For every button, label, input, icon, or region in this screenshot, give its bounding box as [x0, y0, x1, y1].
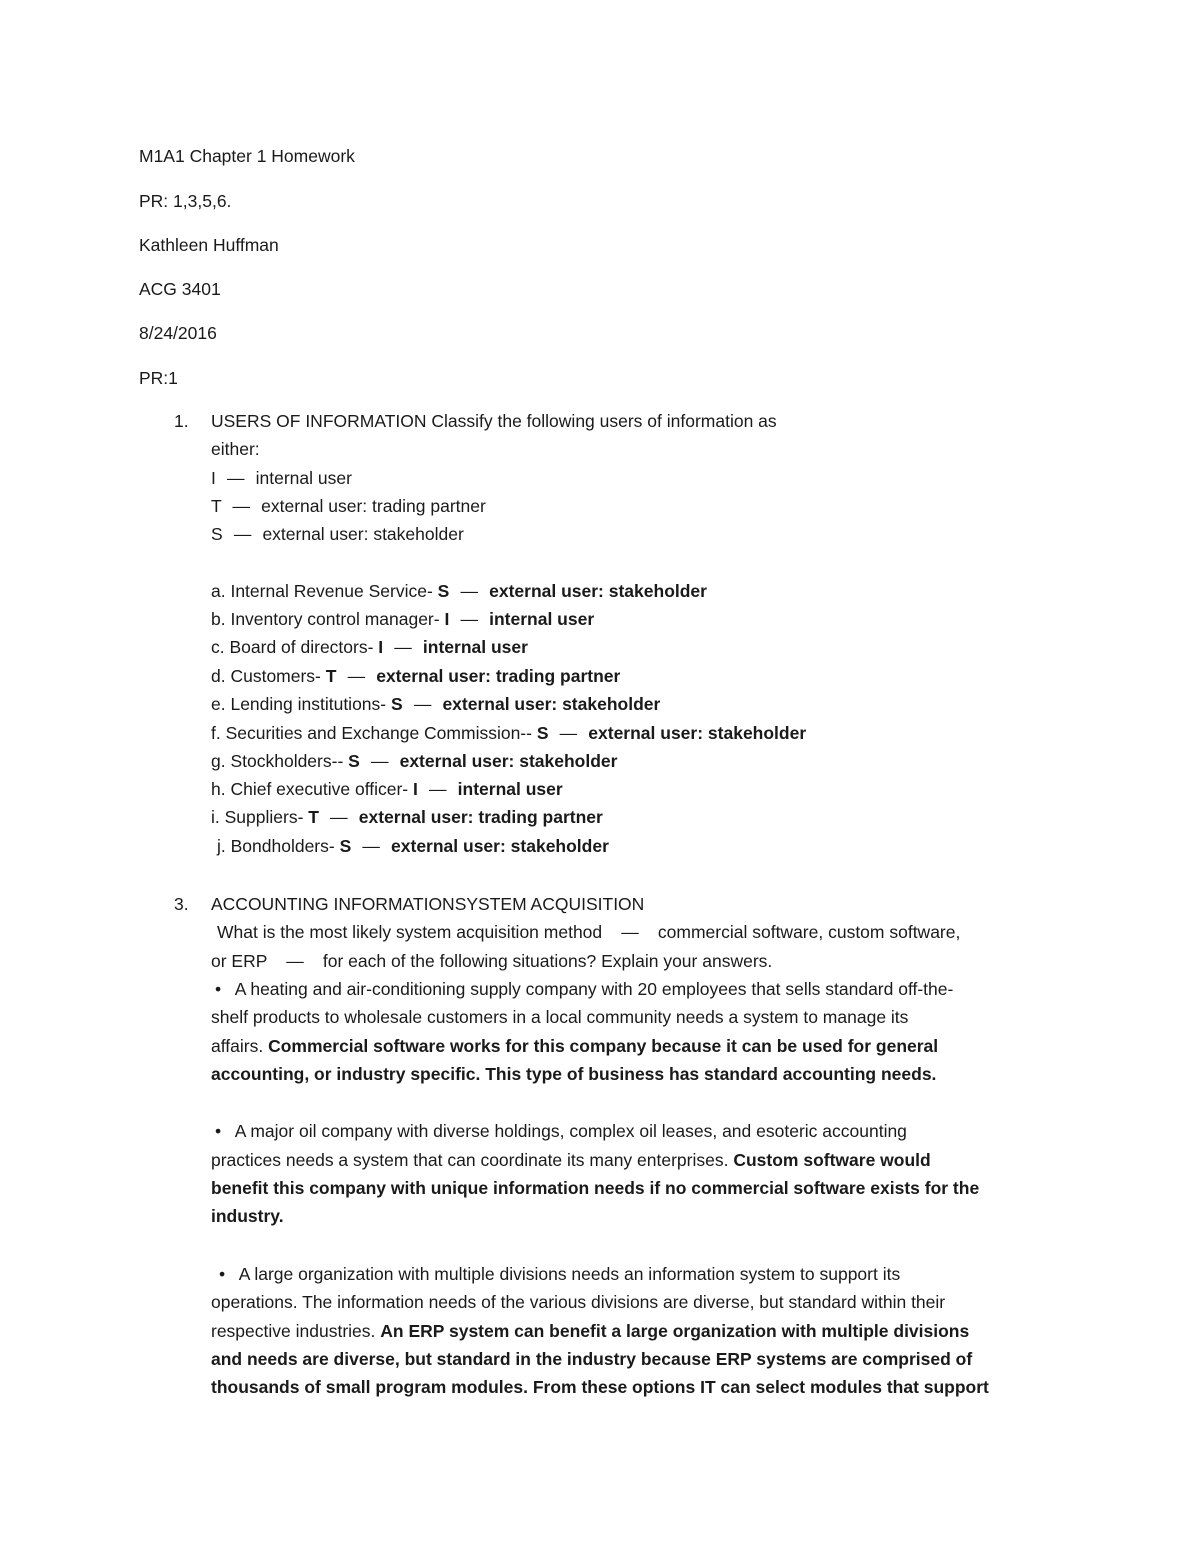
answer-item: e. Lending institutions- [211, 694, 387, 714]
key-desc: external user: trading partner [261, 496, 486, 516]
q1-prompt-line1: USERS OF INFORMATION Classify the following users of information as [211, 411, 777, 431]
answer-dash: — [394, 637, 412, 657]
q3-number: 3. [174, 894, 189, 914]
q1-answer-row [211, 608, 594, 630]
answer-dash: — [370, 751, 389, 771]
q3-bullet-line [211, 1376, 989, 1398]
key-desc: external user: stakeholder [262, 524, 464, 544]
answer-desc: external user: trading partner [358, 807, 603, 827]
pr-list: PR: 1,3,5,6. [139, 191, 232, 211]
q3-bullet-line [211, 1205, 284, 1227]
answer-code: S [437, 581, 450, 601]
bullet-text: A major oil company with diverse holdings, complex oil leases, and esoteric accounting [234, 1121, 907, 1141]
key-code: S [211, 524, 223, 544]
answer-dash: — [362, 836, 380, 856]
q1-answer-row [211, 665, 620, 687]
bullet-answer: accounting, or industry specific. This type of business has standard accounting needs. [211, 1064, 937, 1084]
answer-item: f. Securities and Exchange Commission-- [211, 723, 532, 743]
q1-answer-row [211, 636, 528, 658]
answer-code: I [444, 609, 450, 629]
q3-bullet-line [211, 1291, 945, 1313]
q3-prompt-line1 [217, 921, 960, 943]
bullet-icon: • [219, 1264, 226, 1284]
q3-bullet-line [211, 1006, 908, 1028]
key-code: T [211, 496, 222, 516]
answer-item: j. Bondholders- [217, 836, 335, 856]
bullet-text: operations. The information needs of the various divisions are diverse, but standard within their [211, 1292, 946, 1312]
answer-desc: external user: trading partner [376, 666, 621, 686]
q1-prompt-line2: either: [211, 439, 260, 459]
q1-answer-row [211, 750, 617, 772]
bullet-icon: • [215, 979, 222, 999]
bullet-answer: An ERP system can benefit a large organization with multiple divisions [380, 1321, 970, 1341]
answer-dash: — [559, 723, 578, 743]
q1-key-item [211, 523, 464, 545]
key-dash: — [232, 496, 250, 516]
key-dash: — [233, 524, 252, 544]
answer-code: S [339, 836, 352, 856]
answer-item: d. Customers- [211, 666, 321, 686]
bullet-text: A large organization with multiple divisions needs an information system to support its [238, 1264, 901, 1284]
q1-answer-row [211, 580, 707, 602]
bullet-icon: • [215, 1121, 222, 1141]
answer-desc: internal user [457, 779, 563, 799]
doc-title: M1A1 Chapter 1 Homework [139, 146, 355, 166]
answer-code: I [378, 637, 384, 657]
answer-desc: internal user [422, 637, 528, 657]
doc-date: 8/24/2016 [139, 323, 217, 343]
bullet-answer: industry. [211, 1206, 284, 1226]
q3-bullet-line [215, 978, 953, 1000]
answer-code: T [325, 666, 337, 686]
q3-bullet-line [211, 1149, 931, 1171]
answer-dash: — [347, 666, 366, 686]
bullet-text: respective industries. [211, 1321, 376, 1341]
q1-answer-row [217, 835, 609, 857]
answer-code: S [391, 694, 403, 714]
answer-code: S [348, 751, 360, 771]
q3-title: ACCOUNTING INFORMATIONSYSTEM ACQUISITION [211, 894, 645, 914]
answer-item: b. Inventory control manager- [211, 609, 440, 629]
section-label: PR:1 [139, 368, 178, 388]
answer-item: i. Suppliers- [211, 807, 304, 827]
q3-bullet-line [219, 1263, 900, 1285]
bullet-answer: thousands of small program modules. From these options IT can select modules that support [211, 1377, 989, 1397]
q1-answer-row [211, 722, 806, 744]
answer-desc: internal user [489, 609, 595, 629]
course-code: ACG 3401 [139, 279, 221, 299]
bullet-answer: benefit this company with unique information needs if no commercial software exists for the [211, 1178, 980, 1198]
prompt-dash: — [286, 951, 304, 971]
bullet-answer: Custom software would [733, 1150, 931, 1170]
answer-item: h. Chief executive officer- [211, 779, 409, 799]
bullet-answer: Commercial software works for this company because it can be used for general [268, 1036, 939, 1056]
answer-desc: external user: stakeholder [391, 836, 609, 856]
q3-prompt-line2 [211, 950, 772, 972]
prompt-text: commercial software, custom software, [657, 922, 961, 942]
prompt-text: or ERP [211, 951, 268, 971]
answer-dash: — [330, 807, 348, 827]
q1-key-item [211, 467, 352, 489]
answer-item: c. Board of directors- [211, 637, 374, 657]
q3-bullet-line [215, 1120, 907, 1142]
answer-item: g. Stockholders-- [211, 751, 344, 771]
q3-bullet-line [211, 1063, 936, 1085]
prompt-text: What is the most likely system acquisition method [217, 922, 603, 942]
prompt-text: for each of the following situations? Explain your answers. [322, 951, 773, 971]
bullet-text: shelf products to wholesale customers in a local community needs a system to manage its [211, 1007, 909, 1027]
q3-bullet-line [211, 1320, 969, 1342]
answer-code: S [536, 723, 549, 743]
prompt-dash: — [621, 922, 639, 942]
q1-answer-row [211, 778, 563, 800]
q1-key-item [211, 495, 486, 517]
answer-dash: — [413, 694, 432, 714]
answer-item: a. Internal Revenue Service- [211, 581, 433, 601]
answer-desc: external user: stakeholder [399, 751, 618, 771]
q3-bullet-line [211, 1177, 979, 1199]
key-dash: — [227, 468, 245, 488]
answer-code: I [413, 779, 418, 799]
q3-bullet-line [211, 1035, 938, 1057]
answer-desc: external user: stakeholder [489, 581, 707, 601]
answer-code: T [308, 807, 319, 827]
q1-number: 1. [174, 411, 189, 431]
q3-bullet-line [211, 1348, 972, 1370]
q1-answer-row [211, 806, 603, 828]
key-desc: internal user [255, 468, 352, 488]
bullet-text: A heating and air-conditioning supply company with 20 employees that sells standard off-the- [234, 979, 954, 999]
answer-dash: — [460, 581, 478, 601]
answer-desc: external user: stakeholder [588, 723, 807, 743]
key-code: I [211, 468, 216, 488]
bullet-text: affairs. [211, 1036, 264, 1056]
bullet-text: practices needs a system that can coordinate its many enterprises. [211, 1150, 729, 1170]
answer-dash: — [429, 779, 447, 799]
bullet-answer: and needs are diverse, but standard in the industry because ERP systems are comprised of [211, 1349, 973, 1369]
answer-desc: external user: stakeholder [442, 694, 661, 714]
q1-answer-row [211, 693, 660, 715]
author-name: Kathleen Huffman [139, 235, 279, 255]
answer-dash: — [460, 609, 478, 629]
